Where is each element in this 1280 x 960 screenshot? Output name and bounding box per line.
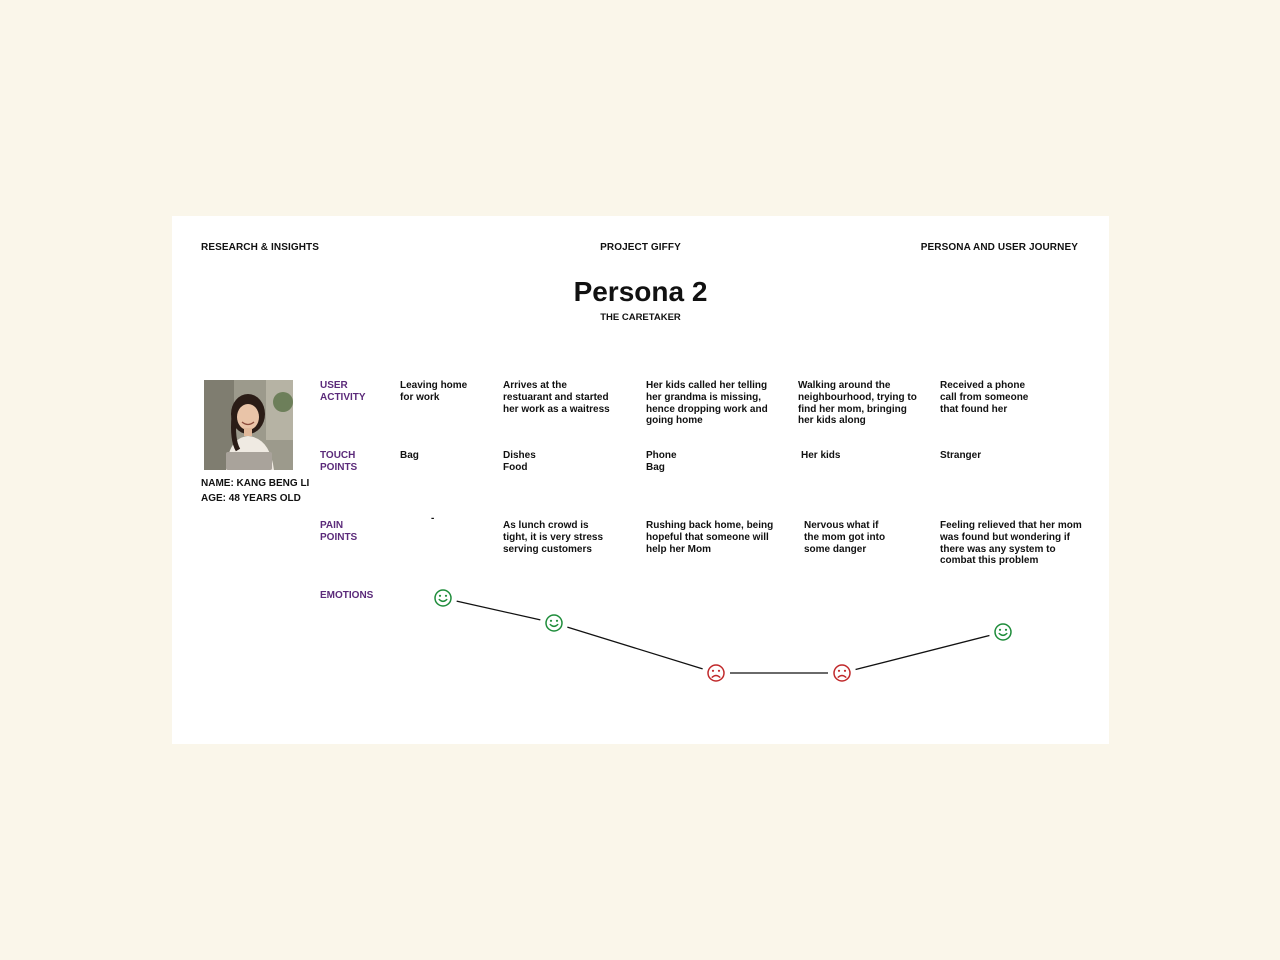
smile-icon	[995, 624, 1011, 640]
smile-icon	[435, 590, 451, 606]
row-label-touch-points: TOUCH POINTS	[320, 450, 358, 473]
emotion-connector	[856, 635, 990, 669]
user-activity-cell: Arrives at the restuarant and started her work as a waitress	[503, 380, 610, 415]
emotion-connector	[567, 627, 702, 669]
emotion-connectors	[457, 601, 990, 673]
frown-icon	[834, 665, 850, 681]
emotion-connector	[457, 601, 541, 620]
touch-point-cell: Her kids	[801, 450, 841, 461]
persona-card	[172, 216, 1109, 744]
touch-point-cell: Stranger	[940, 450, 982, 461]
user-activity-cell: Leaving home for work	[400, 380, 468, 403]
emotion-journey	[172, 216, 1109, 744]
persona-age: AGE: 48 YEARS OLD	[201, 493, 301, 504]
row-label-user-activity: USER ACTIVITY	[320, 380, 366, 403]
user-activity-cell: Walking around the neighbourhood, trying to find her mom, bringing her kids along	[798, 380, 917, 427]
row-label-emotions: EMOTIONS	[320, 590, 374, 601]
smile-icon	[546, 615, 562, 631]
page-subtitle: THE CARETAKER	[600, 312, 681, 323]
pain-point-cell: Feeling relieved that her mom was found but wondering if there was any system to combat this problem	[940, 520, 1082, 567]
frown-icon	[708, 665, 724, 681]
header-section: RESEARCH & INSIGHTS	[201, 242, 320, 253]
user-activity-cell: Received a phone call from someone that found her	[940, 380, 1029, 415]
header-topic: PERSONA AND USER JOURNEY	[920, 242, 1078, 253]
touch-point-cell: Dishes Food	[503, 450, 536, 473]
persona-name: NAME: KANG BENG LI	[201, 478, 310, 489]
pain-point-cell: As lunch crowd is tight, it is very stress serving customers	[503, 520, 604, 555]
page-title: Persona 2	[573, 276, 708, 307]
row-label-pain-points: PAIN POINTS	[320, 520, 358, 543]
touch-point-cell: Bag	[400, 450, 419, 461]
pain-point-cell: Nervous what if the mom got into some danger	[804, 520, 886, 555]
pain-point-cell: Rushing back home, being hopeful that someone will help her Mom	[646, 520, 774, 555]
header-project: PROJECT GIFFY	[600, 242, 681, 253]
touch-point-cell: Phone Bag	[646, 450, 677, 473]
pain-point-cell: -	[431, 513, 435, 524]
user-activity-cell: Her kids called her telling her grandma is missing, hence dropping work and going home	[646, 380, 768, 427]
emotion-faces	[435, 590, 1011, 681]
